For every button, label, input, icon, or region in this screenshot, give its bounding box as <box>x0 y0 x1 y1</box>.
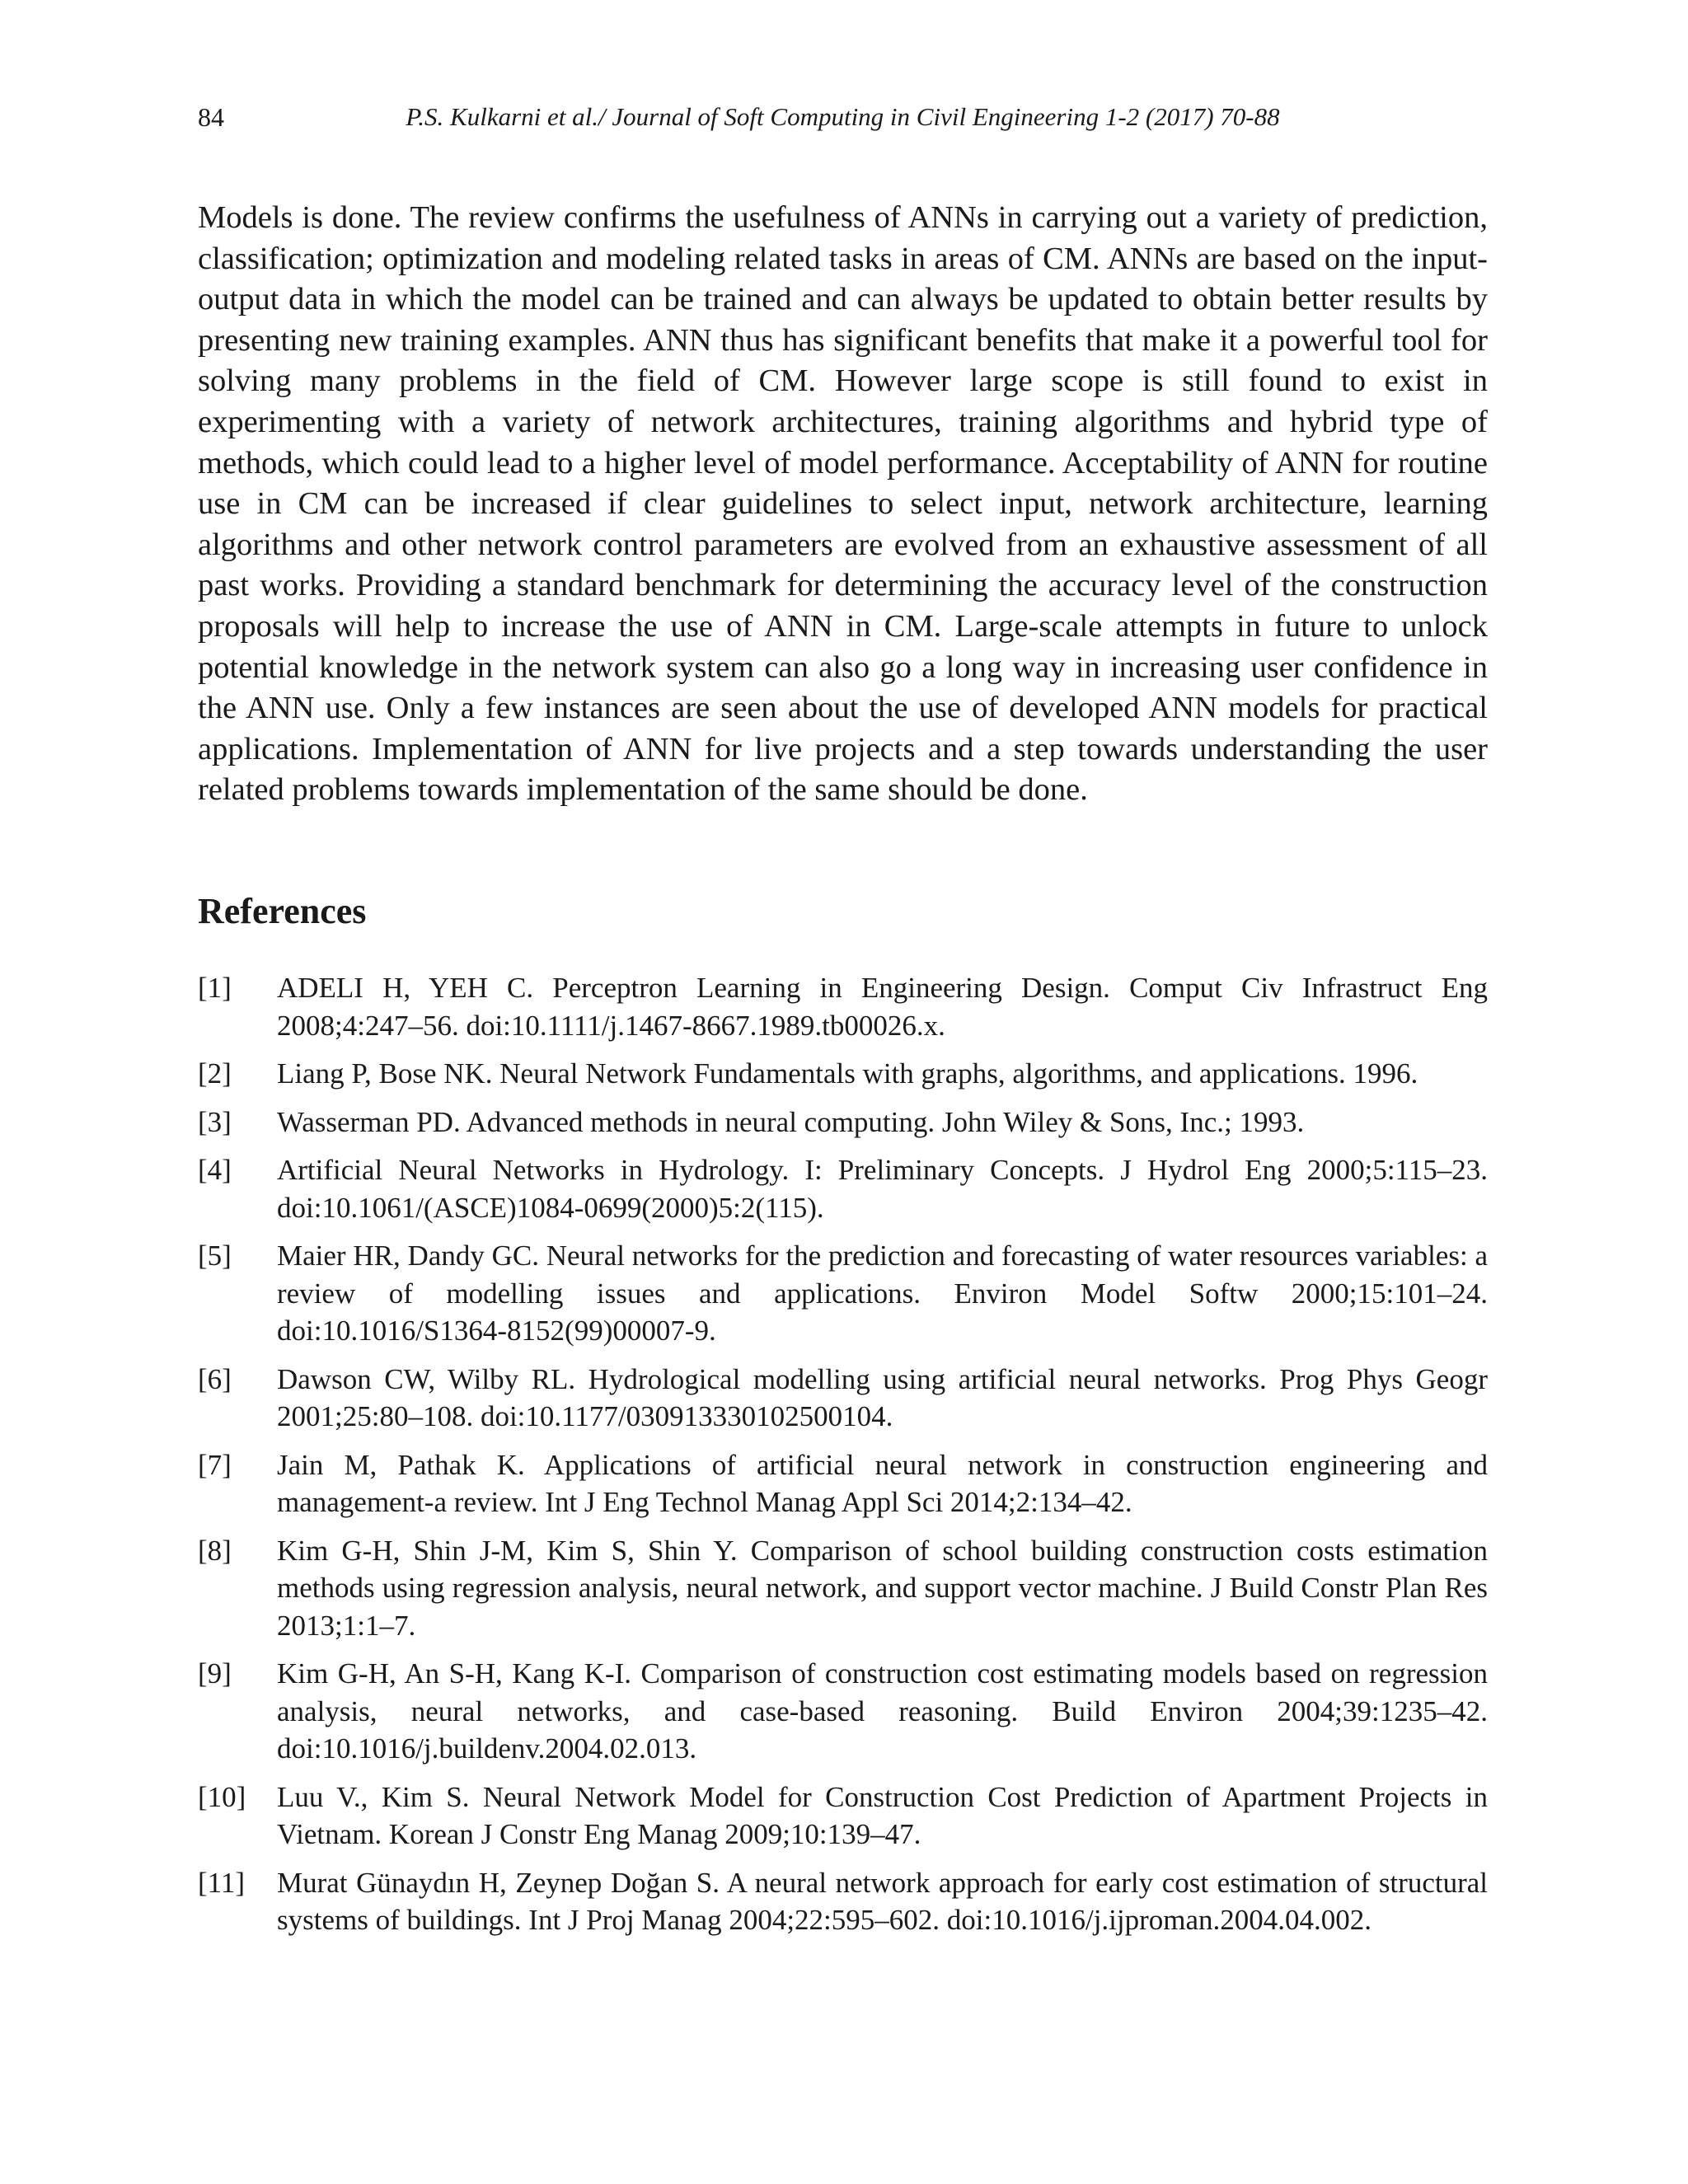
page-header <box>198 99 1488 135</box>
references-heading: References <box>198 891 367 931</box>
reference-item <box>198 1655 1488 1768</box>
reference-number: [4] <box>198 1154 232 1186</box>
reference-item <box>198 1237 1488 1350</box>
reference-item <box>198 1361 1488 1436</box>
reference-text: Murat Günaydın H, Zeynep Doğan S. A neural network approach for early cost estimation of structural systems of buildings. Int J Proj Manag 2004;22:595–602. doi:10.1016/j.ijproman.2004.04.002. <box>277 1866 1488 1936</box>
running-head: P.S. Kulkarni et al./ Journal of Soft Computing in Civil Engineering 1-2 (2017) 70-88 <box>406 102 1280 131</box>
reference-text: Kim G-H, Shin J-M, Kim S, Shin Y. Comparison of school building construction costs estimation methods using regression analysis, neural network, and support vector machine. J Build Constr Plan Res 2013;1:1–7. <box>277 1534 1488 1642</box>
reference-number: [7] <box>198 1448 232 1481</box>
reference-text: ADELI H, YEH C. Perceptron Learning in Engineering Design. Comput Civ Infrastruct Eng 2008;4:247–56. doi:10.1111/j.1467-8667.1989.tb00026.x. <box>277 972 1488 1042</box>
page-number: 84 <box>198 102 224 132</box>
reference-text: Dawson CW, Wilby RL. Hydrological modelling using artificial neural networks. Prog Phys Geogr 2001;25:80–108. doi:10.1177/030913330102500104. <box>277 1362 1488 1432</box>
reference-number: [5] <box>198 1240 232 1272</box>
reference-number: [3] <box>198 1105 232 1138</box>
reference-list <box>198 969 1488 1950</box>
reference-item <box>198 1779 1488 1854</box>
reference-number: [10] <box>198 1780 246 1813</box>
reference-number: [8] <box>198 1534 232 1567</box>
reference-text: Maier HR, Dandy GC. Neural networks for the prediction and forecasting of water resources variables: a review of modelling issues and applications. Environ Model Softw 2000;15:101–24. doi:10.1016/S1364-8152(99)00007-9. <box>277 1240 1488 1347</box>
reference-text: Wasserman PD. Advanced methods in neural computing. John Wiley & Sons, Inc.; 1993. <box>277 1105 1305 1138</box>
reference-text: Kim G-H, An S-H, Kang K-I. Comparison of construction cost estimating models based on regression analysis, neural networks, and case-based reasoning. Build Environ 2004;39:1235–42. doi:10.1016/j.buildenv.2004.02.013. <box>277 1657 1488 1765</box>
reference-number: [2] <box>198 1057 232 1090</box>
reference-text: Luu V., Kim S. Neural Network Model for Construction Cost Prediction of Apartment Projects in Vietnam. Korean J Constr Eng Manag 2009;10:139–47. <box>277 1780 1488 1850</box>
reference-item <box>198 1532 1488 1645</box>
reference-item <box>198 969 1488 1044</box>
reference-text: Liang P, Bose NK. Neural Network Fundamentals with graphs, algorithms, and applications. 1996. <box>277 1057 1418 1090</box>
reference-item <box>198 1104 1488 1141</box>
reference-number: [6] <box>198 1362 232 1395</box>
reference-text: Jain M, Pathak K. Applications of artificial neural network in construction engineering and management-a review. Int J Eng Technol Manag Appl Sci 2014;2:134–42. <box>277 1448 1488 1518</box>
reference-item <box>198 1151 1488 1226</box>
body-paragraph: Models is done. The review confirms the usefulness of ANNs in carrying out a variety of prediction, classification; optimization and modeling related tasks in areas of CM. ANNs are based on the input-output data in which the model can be trained and can always be updated to obtain better results by presenting new training examples. ANN thus has significant benefits that make it a powerful tool for solving many problems in the field of CM. However large scope is still found to exist in experimenting with a variety of network architectures, training algorithms and hybrid type of methods, which could lead to a higher level of model performance. Acceptability of ANN for routine use in CM can be increased if clear guidelines to select input, network architecture, learning algorithms and other network control parameters are evolved from an exhaustive assessment of all past works. Providing a standard benchmark for determining the accuracy level of the construction proposals will help to increase the use of ANN in CM. Large-scale attempts in future to unlock potential knowledge in the network system can also go a long way in increasing user confidence in the ANN use. Only a few instances are seen about the use of developed ANN models for practical applications. Implementation of ANN for live projects and a step towards understanding the user related problems towards implementation of the same should be done. <box>198 200 1488 808</box>
reference-text: Artificial Neural Networks in Hydrology. I: Preliminary Concepts. J Hydrol Eng 2000;5:115–23. doi:10.1061/(ASCE)1084-0699(2000)5:2(115). <box>277 1154 1488 1224</box>
reference-number: [1] <box>198 972 232 1004</box>
reference-number: [9] <box>198 1657 232 1690</box>
reference-number: [11] <box>198 1866 246 1899</box>
reference-item <box>198 1055 1488 1093</box>
reference-item <box>198 1864 1488 1939</box>
reference-item <box>198 1446 1488 1521</box>
